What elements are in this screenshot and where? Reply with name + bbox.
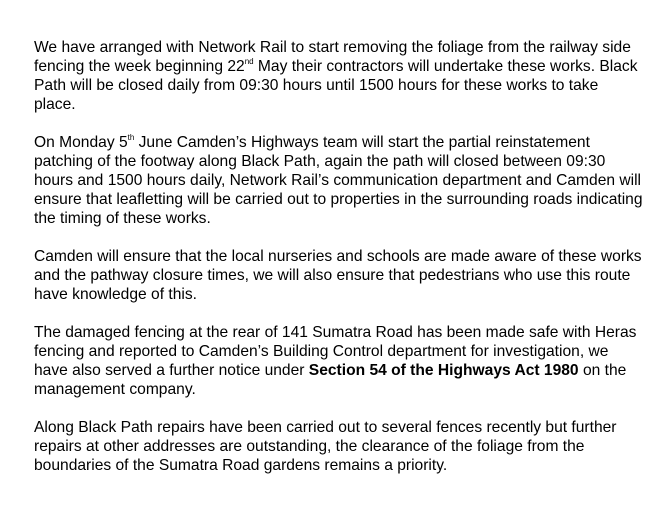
document-body <box>34 38 644 494</box>
ordinal-suffix: th <box>127 132 135 142</box>
paragraph-text: Camden will ensure that the local nurseries and schools are made aware of these works and the pathway closure times, we will also ensure that pedestrians who use this route have knowledge of this. <box>34 248 642 303</box>
paragraph-text: We have arranged with Network Rail to start removing the foliage from the railway side fencing the week beginning 22 <box>34 39 631 75</box>
paragraph-text: The damaged fencing at the rear of 141 Sumatra Road has been made safe with Heras fencing and reported to Camden’s Building Control department for investigation, we have also served a further notice under <box>34 324 637 379</box>
paragraph-text: May their contractors will undertake these works. Black Path will be closed daily from 09:30 hours until 1500 hours for these works to take place. <box>34 58 638 113</box>
paragraph-text: June Camden’s Highways team will start the partial reinstatement patching of the footway along Black Path, again the path will closed between 09:30 hours and 1500 hours daily, Network Rail’s communication department and Camden will ensure that leafletting will be carried out to properties in the surrounding roads indicating the timing of these works. <box>34 134 643 227</box>
paragraph-fence-repairs <box>34 418 644 475</box>
paragraph-footway-reinstatement <box>34 133 644 228</box>
paragraph-text: On Monday 5 <box>34 134 128 151</box>
ordinal-suffix: nd <box>244 56 254 66</box>
paragraph-damaged-fencing <box>34 323 644 399</box>
paragraph-foliage-removal <box>34 38 644 114</box>
legal-reference: Section 54 of the Highways Act 1980 <box>308 362 579 379</box>
paragraph-text: Along Black Path repairs have been carried out to several fences recently but further repairs at other addresses are outstanding, the clearance of the foliage from the boundaries of the Sumatra Road gardens remains a priority. <box>34 419 617 474</box>
paragraph-nurseries-schools <box>34 247 644 304</box>
paragraph-text: on the management company. <box>34 362 627 398</box>
